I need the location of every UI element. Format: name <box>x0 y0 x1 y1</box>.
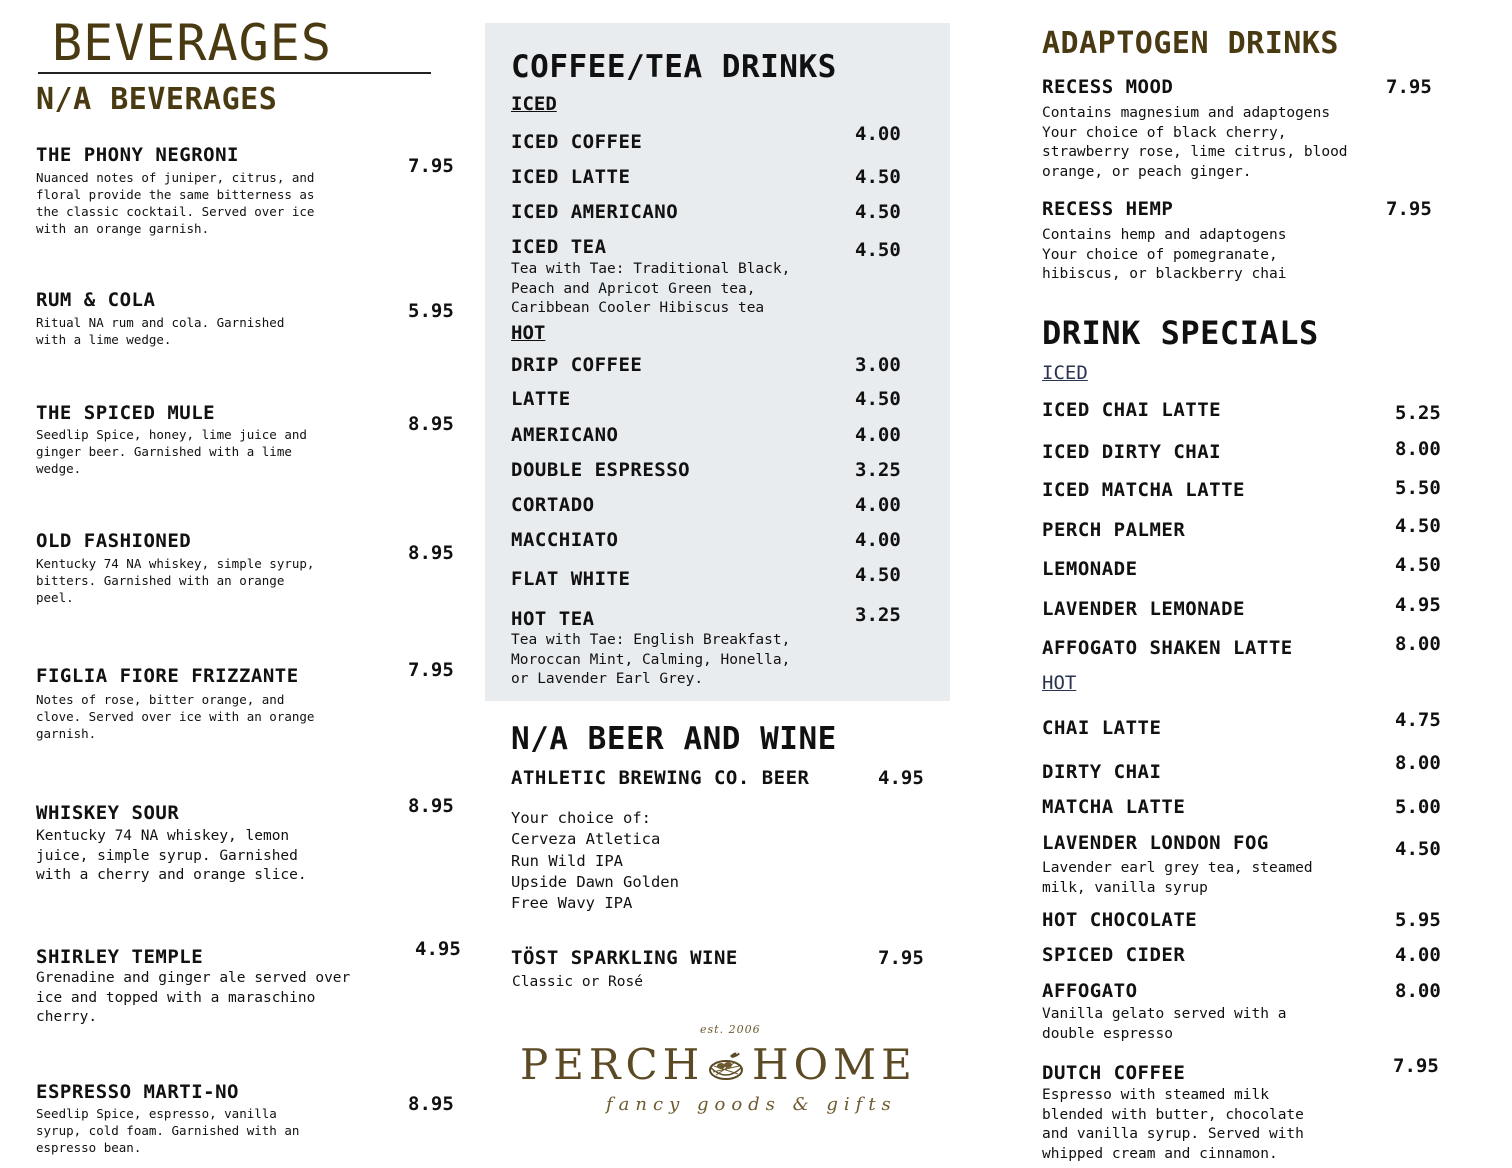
item-description: Seedlip Spice, honey, lime juice and ginger beer. Garnished with a lime wedge. <box>36 427 307 476</box>
item-price: 7.95 <box>878 947 924 969</box>
coffee-tea-heading: COFFEE/TEA DRINKS <box>511 49 837 85</box>
item-description: Tea with Tae: Traditional Black, Peach and Apricot Green tea, Caribbean Cooler Hibiscus tea <box>511 261 791 316</box>
item-price: 4.50 <box>1395 515 1441 537</box>
item-description: Contains hemp and adaptogens Your choice of pomegranate, hibiscus, or blackberry chai <box>1042 227 1287 282</box>
item-name: ICED MATCHA LATTE <box>1042 479 1245 501</box>
item-name: AFFOGATO SHAKEN LATTE <box>1042 637 1293 659</box>
item-price: 4.00 <box>855 424 901 446</box>
item-price: 7.95 <box>408 155 454 177</box>
item-name: HOT CHOCOLATE <box>1042 909 1198 931</box>
item-name: RUM & COLA <box>36 289 156 311</box>
item-price: 4.95 <box>878 767 924 789</box>
adaptogen-heading: ADAPTOGEN DRINKS <box>1042 26 1339 61</box>
item-name: TÖST SPARKLING WINE <box>511 947 738 969</box>
item-description: Classic or Rosé <box>512 974 643 990</box>
item-price: 3.25 <box>855 459 901 481</box>
item-name: AFFOGATO <box>1042 980 1138 1002</box>
item-price: 5.95 <box>408 300 454 322</box>
item-name: THE PHONY NEGRONI <box>36 144 239 166</box>
item-name: ICED LATTE <box>511 166 631 188</box>
item-price: 4.00 <box>855 123 901 145</box>
item-name: SPICED CIDER <box>1042 944 1186 966</box>
item-name: ICED DIRTY CHAI <box>1042 441 1222 463</box>
item-name: MATCHA LATTE <box>1042 796 1186 818</box>
item-price: 4.50 <box>855 166 901 188</box>
item-name: WHISKEY SOUR <box>36 802 180 824</box>
item-price: 8.95 <box>408 542 454 564</box>
item-name: CORTADO <box>511 494 595 516</box>
item-name: LATTE <box>511 388 571 410</box>
item-price: 5.25 <box>1395 402 1441 424</box>
coffee-iced-label: ICED <box>511 93 557 115</box>
item-description: Seedlip Spice, espresso, vanilla syrup, cold foam. Garnished with an espresso bean. <box>36 1106 300 1155</box>
item-price: 4.00 <box>855 529 901 551</box>
item-price: 8.00 <box>1395 633 1441 655</box>
item-name: DRIP COFFEE <box>511 354 643 376</box>
item-description: Contains magnesium and adaptogens Your choice of black cherry, strawberry rose, lime citrus, blood orange, or peach ginger. <box>1042 105 1348 180</box>
specials-iced-label: ICED <box>1042 362 1088 384</box>
item-name: CHAI LATTE <box>1042 717 1162 739</box>
item-name: ICED TEA <box>511 236 607 258</box>
item-price: 7.95 <box>408 659 454 681</box>
item-price: 4.50 <box>1395 554 1441 576</box>
item-price: 7.95 <box>1386 76 1432 98</box>
item-name: THE SPICED MULE <box>36 402 216 424</box>
item-name: LAVENDER LONDON FOG <box>1042 832 1269 854</box>
item-price: 4.95 <box>415 938 461 960</box>
item-price: 8.00 <box>1395 438 1441 460</box>
item-price: 4.50 <box>855 201 901 223</box>
item-price: 4.50 <box>855 388 901 410</box>
item-name: FIGLIA FIORE FRIZZANTE <box>36 665 299 687</box>
item-price: 3.00 <box>855 354 901 376</box>
item-price: 7.95 <box>1393 1055 1439 1077</box>
item-price: 8.95 <box>408 413 454 435</box>
item-description: Tea with Tae: English Breakfast, Moroccan Mint, Calming, Honella, or Lavender Earl Grey. <box>511 632 791 687</box>
item-price: 8.00 <box>1395 752 1441 774</box>
item-description: Lavender earl grey tea, steamed milk, vanilla syrup <box>1042 860 1313 896</box>
item-name: ICED CHAI LATTE <box>1042 399 1222 421</box>
item-price: 8.95 <box>408 1093 454 1115</box>
specials-heading: DRINK SPECIALS <box>1042 314 1319 352</box>
logo-est: est. 2006 <box>700 1023 761 1036</box>
item-name: PERCH PALMER <box>1042 519 1186 541</box>
item-price: 4.50 <box>855 239 901 261</box>
item-name: ATHLETIC BREWING CO. BEER <box>511 767 810 789</box>
item-description: Vanilla gelato served with a double espresso <box>1042 1006 1287 1042</box>
item-name: MACCHIATO <box>511 529 619 551</box>
item-name: LAVENDER LEMONADE <box>1042 598 1245 620</box>
item-name: HOT TEA <box>511 608 595 630</box>
title-divider <box>38 72 431 74</box>
beer-wine-heading: N/A BEER AND WINE <box>511 721 837 757</box>
logo-word-right: HOME <box>752 1040 917 1089</box>
logo-tagline: fancy goods & gifts <box>606 1094 897 1115</box>
item-name: ESPRESSO MARTI-NO <box>36 1081 239 1103</box>
item-name: AMERICANO <box>511 424 619 446</box>
item-price: 8.95 <box>408 795 454 817</box>
item-description: Espresso with steamed milk blended with butter, chocolate and vanilla syrup. Served with whipped cream and cinnamon. <box>1042 1087 1304 1162</box>
item-price: 4.50 <box>1395 838 1441 860</box>
item-price: 4.00 <box>855 494 901 516</box>
page-title: BEVERAGES <box>52 14 332 72</box>
item-name: DUTCH COFFEE <box>1042 1062 1186 1084</box>
item-description: Grenadine and ginger ale served over ice and topped with a maraschino cherry. <box>36 970 351 1025</box>
item-price: 3.25 <box>855 604 901 626</box>
item-price: 5.95 <box>1395 909 1441 931</box>
item-price: 4.95 <box>1395 594 1441 616</box>
item-name: RECESS HEMP <box>1042 198 1174 220</box>
item-description: Your choice of: Cerveza Atletica Run Wild IPA Upside Dawn Golden Free Wavy IPA <box>511 809 679 913</box>
item-description: Nuanced notes of juniper, citrus, and floral provide the same bitterness as the classic cocktail. Served over ice with an orange garnish. <box>36 170 315 236</box>
item-name: RECESS MOOD <box>1042 76 1174 98</box>
item-name: DOUBLE ESPRESSO <box>511 459 691 481</box>
item-price: 5.50 <box>1395 477 1441 499</box>
item-name: ICED COFFEE <box>511 131 643 153</box>
item-name: ICED AMERICANO <box>511 201 679 223</box>
item-description: Ritual NA rum and cola. Garnished with a lime wedge. <box>36 315 285 347</box>
item-description: Notes of rose, bitter orange, and clove. Served over ice with an orange garnish. <box>36 692 315 741</box>
item-description: Kentucky 74 NA whiskey, simple syrup, bitters. Garnished with an orange peel. <box>36 556 315 605</box>
item-name: LEMONADE <box>1042 558 1138 580</box>
item-name: OLD FASHIONED <box>36 530 192 552</box>
na-beverages-heading: N/A BEVERAGES <box>36 82 278 117</box>
item-name: FLAT WHITE <box>511 568 631 590</box>
coffee-hot-label: HOT <box>511 322 546 344</box>
item-name: SHIRLEY TEMPLE <box>36 946 204 968</box>
item-price: 7.95 <box>1386 198 1432 220</box>
item-price: 4.50 <box>855 564 901 586</box>
specials-hot-label: HOT <box>1042 672 1077 694</box>
item-price: 4.75 <box>1395 709 1441 731</box>
nest-icon <box>704 1042 748 1086</box>
item-description: Kentucky 74 NA whiskey, lemon juice, simple syrup. Garnished with a cherry and orange slice. <box>36 828 307 883</box>
item-name: DIRTY CHAI <box>1042 761 1162 783</box>
logo-word-left: PERCH <box>520 1040 705 1089</box>
item-price: 5.00 <box>1395 796 1441 818</box>
item-price: 4.00 <box>1395 944 1441 966</box>
item-price: 8.00 <box>1395 980 1441 1002</box>
